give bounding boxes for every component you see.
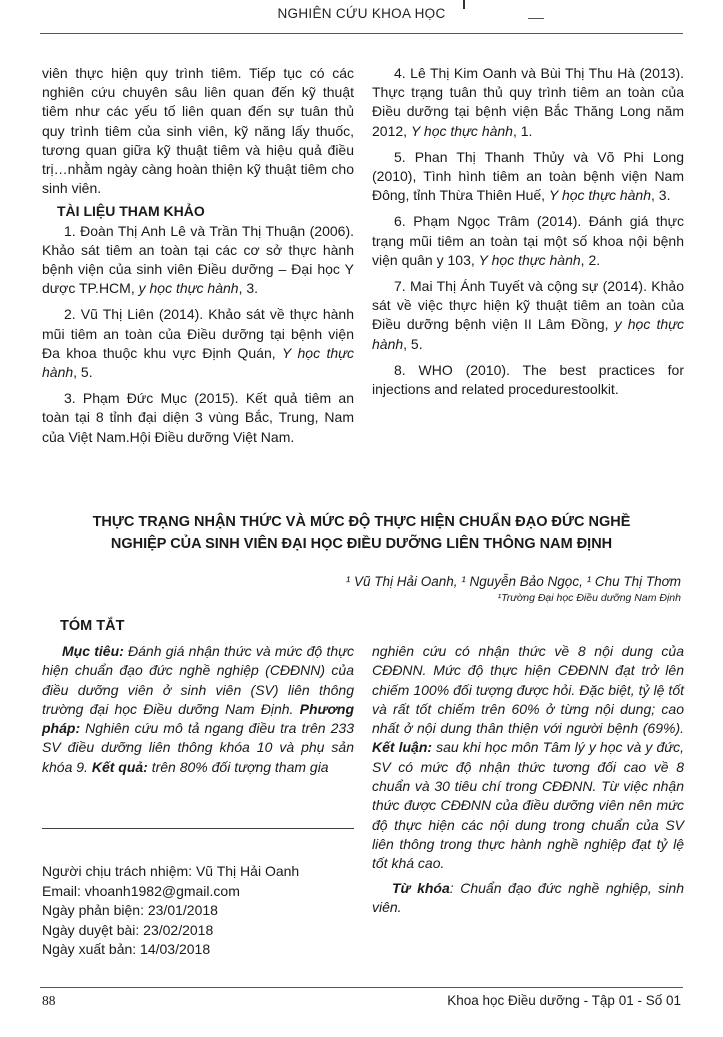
footer-rule: [40, 987, 683, 988]
conclusion-text: sau khi học môn Tâm lý y học và y đức, SV có mức độ nhận thức tương đối cao về 8 chuẩn và 30 tiêu chí trong CĐĐNN. Từ việc nhận thức được CĐĐNN của điều dưỡng viên nên mức độ thực hiện các nội dung trong chuẩn của SV liên thông trong thực hành nghề nghiệp đạt tỷ lệ tốt khá cao.: [372, 739, 684, 872]
abstract-right: [372, 642, 684, 917]
results-label: Kết quả:: [91, 758, 148, 775]
abstract-right-body: [372, 642, 684, 874]
journal-name: Khoa học Điều dưỡng - Tập 01 - Số 01: [447, 993, 681, 1008]
reference-item: 5. Phan Thị Thanh Thủy và Võ Phi Long (2010), Tình hình tiêm an toàn bệnh viện Nam Đông, tỉnh Thừa Thiên Huế, Y học thực hành, 3.: [372, 148, 684, 204]
email: Email: vhoanh1982@gmail.com: [42, 882, 240, 899]
results-text-right: nghiên cứu có nhận thức về 8 nội dung của CĐĐNN. Mức độ thực hiện CĐĐNN đạt trở lên chiếm 100% đối tượng được hỏi. Đặc biệt, tỷ lệ tốt và rất tốt chiếm trên 60% ở từng nội dung; cao nhất ở nội dung thân thiện với người bệnh (69%).: [372, 643, 684, 737]
reference-item: 8. WHO (2010). The best practices for injections and related procedurestoolkit.: [372, 361, 684, 398]
references-list-right: [372, 64, 684, 399]
method-text: Nghiên cứu mô tả ngang điều tra trên 233 SV điều dưỡng liên thông khóa 10 và phụ sản khóa 9.: [42, 720, 354, 775]
reference-item: 1. Đoàn Thị Anh Lê và Trần Thị Thuận (2006). Khảo sát tiêm an toàn tại các cơ sở thực hành bệnh viện của sinh viên Điều dưỡng – Đại học Y dược TP.HCM, y học thực hành, 3.: [42, 222, 354, 297]
article-title: [30, 511, 693, 555]
author-list: ¹ Vũ Thị Hải Oanh, ¹ Nguyễn Bảo Ngọc, ¹ Chu Thị Thơm: [345, 574, 681, 589]
reference-item: 6. Phạm Ngọc Trâm (2014). Đánh giá thực trạng mũi tiêm an toàn tại một số khoa nội bệnh viện quân y 103, Y học thực hành, 2.: [372, 213, 684, 268]
approval-date: Ngày duyệt bài: 23/02/2018: [42, 921, 214, 938]
responsible-author: Người chịu trách nhiệm: Vũ Thị Hải Oanh: [42, 863, 300, 879]
page-number: 88: [42, 993, 56, 1008]
publish-date: Ngày xuất bản: 14/03/2018: [42, 941, 211, 957]
objective-text: Đánh giá nhận thức và mức độ thực hiện chuẩn đạo đức nghề nghiệp (CĐĐNN) của điều dưỡng viên ở sinh viên (SV) liên thông trường đại học Điều dưỡng Nam Định.: [42, 643, 354, 717]
reference-item: 7. Mai Thị Ánh Tuyết và cộng sự (2014). Khảo sát về việc thực hiện kỹ thuật tiêm an toàn của Điều dưỡng bệnh viện II Lâm Đồng, y học thực hành, 5.: [372, 278, 684, 352]
header-dash-mark: [528, 18, 544, 19]
results-text-left: trên 80% đối tượng tham gia: [147, 758, 329, 775]
left-column-top: [42, 64, 354, 447]
header-rule: [40, 33, 683, 34]
reference-item: 2. Vũ Thị Liên (2014). Khảo sát về thực hành mũi tiêm an toàn của Điều dưỡng tại bệnh viện Đa khoa thuộc khu vực Định Quán, Y học thực hành, 5.: [42, 306, 354, 381]
correspondence-block: [42, 862, 354, 960]
abstract-title: TÓM TẮT: [60, 618, 125, 634]
article-title-line-1: THỰC TRẠNG NHẬN THỨC VÀ MỨC ĐỘ THỰC HIỆN CHUẨN ĐẠO ĐỨC NGHỀ: [92, 514, 631, 530]
keywords-text: : Chuẩn đạo đức nghề nghiệp, sinh viên.: [372, 879, 684, 915]
affiliation: ¹Trường Đại học Điều dưỡng Nam Định: [497, 592, 681, 604]
keywords-label: Từ khóa: [392, 879, 450, 896]
conclusion-tail: viên thực hiện quy trình tiêm. Tiếp tục có các nghiên cứu chuyên sâu liên quan đến kỹ thuật tiêm như các yếu tố liên quan đến sự tuân thủ quy trình tiêm của sinh viên, kỹ năng lấy thuốc, tương quan giữa kỹ thuật tiêm và hiệu quả điều trị…nhằm ngày càng hoàn thiện kỹ thuật tiêm cho sinh viên.: [42, 65, 354, 197]
review-date: Ngày phản biện: 23/01/2018: [42, 902, 218, 918]
column-divider-rule: [42, 828, 354, 829]
keywords: [372, 879, 684, 918]
header-tick-mark: [463, 0, 465, 9]
conclusion-label: Kết luận:: [372, 739, 433, 756]
method-label: Phương pháp:: [42, 700, 354, 737]
reference-item: 3. Phạm Đức Mục (2015). Kết quả tiêm an toàn tại 8 tỉnh đại diện 3 vùng Bắc, Trung, Nam của Việt Nam.Hội Điều dưỡng Việt Nam.: [42, 390, 354, 445]
running-header: NGHIÊN CỨU KHOA HỌC: [277, 6, 446, 21]
abstract-left: [42, 642, 354, 777]
objective-label: Mục tiêu:: [62, 643, 124, 659]
article-title-line-2: NGHIỆP CỦA SINH VIÊN ĐẠI HỌC ĐIỀU DƯỠNG LIÊN THÔNG NAM ĐỊNH: [110, 536, 613, 552]
reference-item: 4. Lê Thị Kim Oanh và Bùi Thị Thu Hà (2013). Thực trạng tuân thủ quy trình tiêm an toàn của Điều dưỡng tại bệnh viện Bắc Thăng Long năm 2012, Y học thực hành, 1.: [372, 65, 684, 139]
references-title: TÀI LIỆU THAM KHẢO: [57, 203, 205, 220]
references-list-left: [42, 222, 354, 447]
